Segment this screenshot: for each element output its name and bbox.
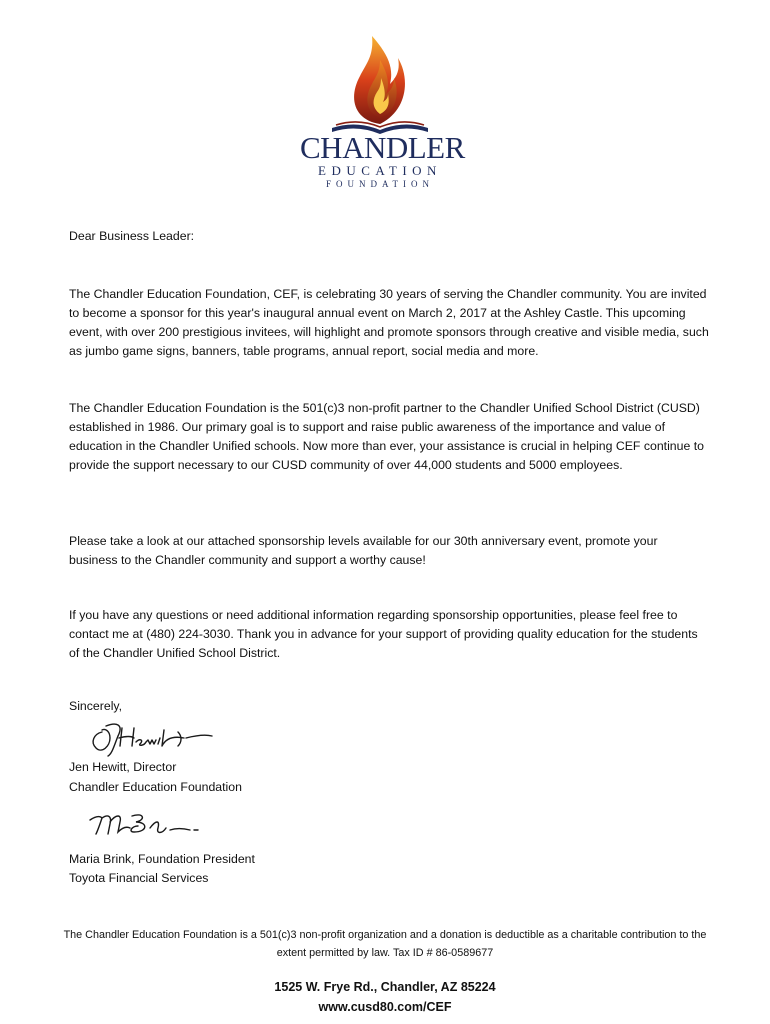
foundation-logo	[300, 28, 465, 193]
paragraph-1: The Chandler Education Foundation, CEF, is celebrating 30 years of serving the Chandler community. You are invited to become a sponsor for this year's inaugural annual event on March 2, 2017 at the Ashley Castle. This upcoming event, with over 200 prestigious invitees, will highlight and promote sponsors through creative and visible media, such as jumbo game signs, banners, table programs, annual report, social media and more.	[69, 287, 709, 358]
footer-website[interactable]: www.cusd80.com/CEF	[318, 1000, 452, 1014]
signer1-name: Jen Hewitt, Director	[69, 760, 177, 774]
signature-jen-hewitt	[88, 716, 218, 758]
logo-foundation: FOUNDATION	[326, 179, 434, 189]
signature-maria-brink	[86, 806, 206, 842]
footer-address: 1525 W. Frye Rd., Chandler, AZ 85224	[274, 980, 496, 994]
paragraph-2: The Chandler Education Foundation is the 501(c)3 non-profit partner to the Chandler Unified School District (CUSD) established in 1986. Our primary goal is to support and raise public awareness of the importance and value of education in the Chandler Unified schools. Now more than ever, your assistance is crucial in helping CEF continue to provide the support necessary to our CUSD community of over 44,000 students and 5000 employees.	[69, 401, 704, 472]
signer2-name: Maria Brink, Foundation President	[69, 852, 255, 866]
signer1-org: Chandler Education Foundation	[69, 780, 242, 794]
logo-name: CHANDLER	[300, 130, 465, 165]
paragraph-4: If you have any questions or need additional information regarding sponsorship opportunities, please feel free to contact me at (480) 224-3030. Thank you in advance for your support of providing quality education for the students of the Chandler Unified School District.	[69, 608, 698, 660]
signer2-org: Toyota Financial Services	[69, 871, 209, 885]
flame-book-icon	[300, 28, 460, 138]
closing: Sincerely,	[69, 699, 123, 713]
salutation: Dear Business Leader:	[69, 229, 195, 243]
footer-note: The Chandler Education Foundation is a 501(c)3 non-profit organization and a donation is deductible as a charitable contribution to the extent permitted by law. Tax ID # 86-0589677	[63, 929, 707, 959]
paragraph-3: Please take a look at our attached sponsorship levels available for our 30th anniversary event, promote your business to the Chandler community and support a worthy cause!	[69, 534, 658, 567]
logo-education: EDUCATION	[318, 163, 442, 178]
